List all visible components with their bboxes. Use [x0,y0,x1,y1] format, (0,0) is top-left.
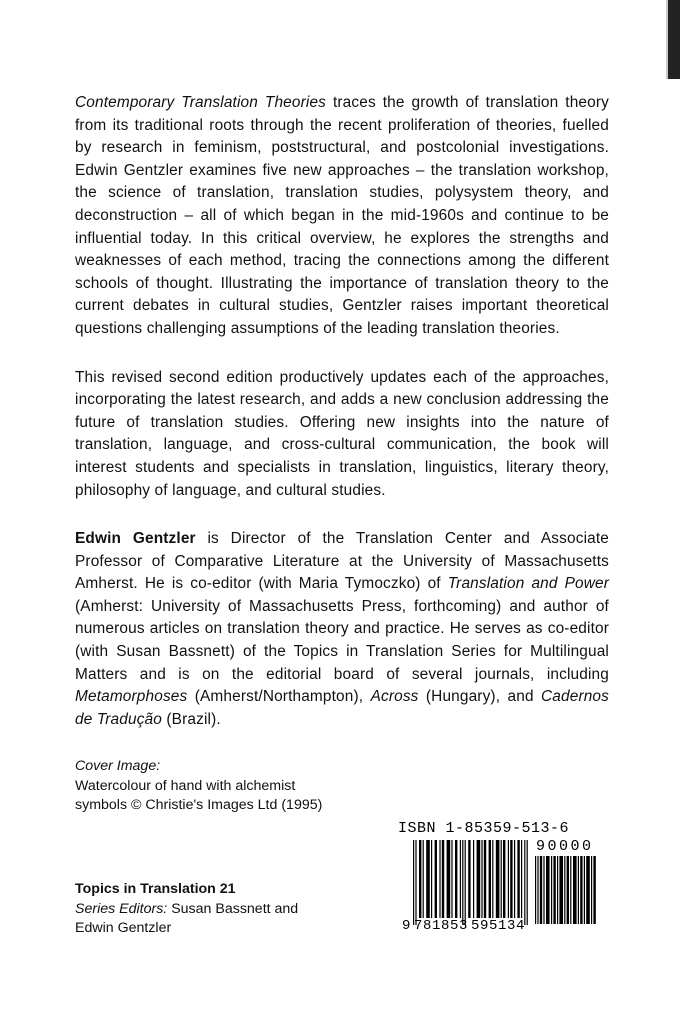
ean13-number-text [402,918,525,934]
barcode-addon-bars [535,856,596,924]
author-bio-segment-4: (Hungary), and [418,688,542,706]
barcode-area [390,820,605,945]
series-editors-line-1: Susan Bassnett and [167,900,299,917]
journal-metamorphoses: Metamorphoses [75,688,188,706]
journal-across: Across [370,688,419,706]
author-bio-segment-2: (Amherst: University of Massachusetts Press, forthcoming) and author of numerous articles on translation theory and practice. He serves as co-editor (with Susan Bassnett) of the Topics in Translation Series for Multilingual Matters and is on the editorial board of several journals, including [75,597,609,683]
series-info-block [75,880,375,939]
blurb-paragraph-1 [75,92,609,341]
ean-group-left: 781853 [414,918,469,934]
work-title-translation-and-power: Translation and Power [447,575,609,593]
series-title: Topics in Translation 21 [75,881,236,897]
book-title-italic: Contemporary Translation Theories [75,94,327,111]
cover-image-credit-line-2: symbols © Christie's Images Ltd (1995) [75,797,323,813]
isbn-number-text: ISBN 1-85359-513-6 [398,820,570,837]
ean-lead-digit: 9 [402,918,412,934]
series-editors-label: Series Editors: [75,900,168,917]
author-name: Edwin Gentzler [75,530,196,548]
author-bio-segment-3: (Amherst/Northampton), [187,688,371,706]
cover-image-credit [75,757,475,816]
blurb-paragraph-2: This revised second edition productively updates each of the approaches, incorporating the latest research, and adds a new conclusion addressing the future of translation studies. Offering new insights into the nature of translation, language, and cross-cultural communication, the book will interest students and specialists in translation, linguistics, literary theory, philosophy of language, and cultural studies. [75,368,609,499]
cover-image-credit-line-1: Watercolour of hand with alchemist [75,777,296,794]
ean-group-right: 595134 [471,918,526,934]
author-bio-paragraph [75,528,609,731]
series-editors-line-2: Edwin Gentzler [75,920,172,936]
ean13-barcode-bars [413,840,529,925]
author-bio-segment-1: is Director of the Translation Center and Associate Professor of Comparative Literature at the University of Massachusetts Amherst. He is co-editor (with Maria Tymoczko) of [75,530,610,593]
cover-image-label: Cover Image: [75,758,161,774]
author-bio-segment-5: (Brazil). [161,710,221,728]
blurb-text-block [75,92,609,731]
blurb-paragraph-1-body: traces the growth of translation theory from its traditional roots through the recent proliferation of theories, fuelled by research in feminism, poststructural, and postcolonial investigations. Edwin Gentzler examines five new approaches – the translation workshop, the science of translation, translation studies, polysystem theory, and deconstruction – all of which began in the mid-1960s and continue to be influential today. In this critical overview, he explores the strengths and weaknesses of each method, tracing the connections among the different schools of thought. Illustrating the importance of translation theory to the current debates in cultural studies, Gentzler raises important theoretical questions challenging assumptions of the leading translation theories. [75,94,609,337]
spine-strip [668,0,680,79]
barcode-addon-number-text: 90000 [536,838,594,855]
journal-cadernos-de-traducao: Cadernos de Tradução [75,688,609,728]
